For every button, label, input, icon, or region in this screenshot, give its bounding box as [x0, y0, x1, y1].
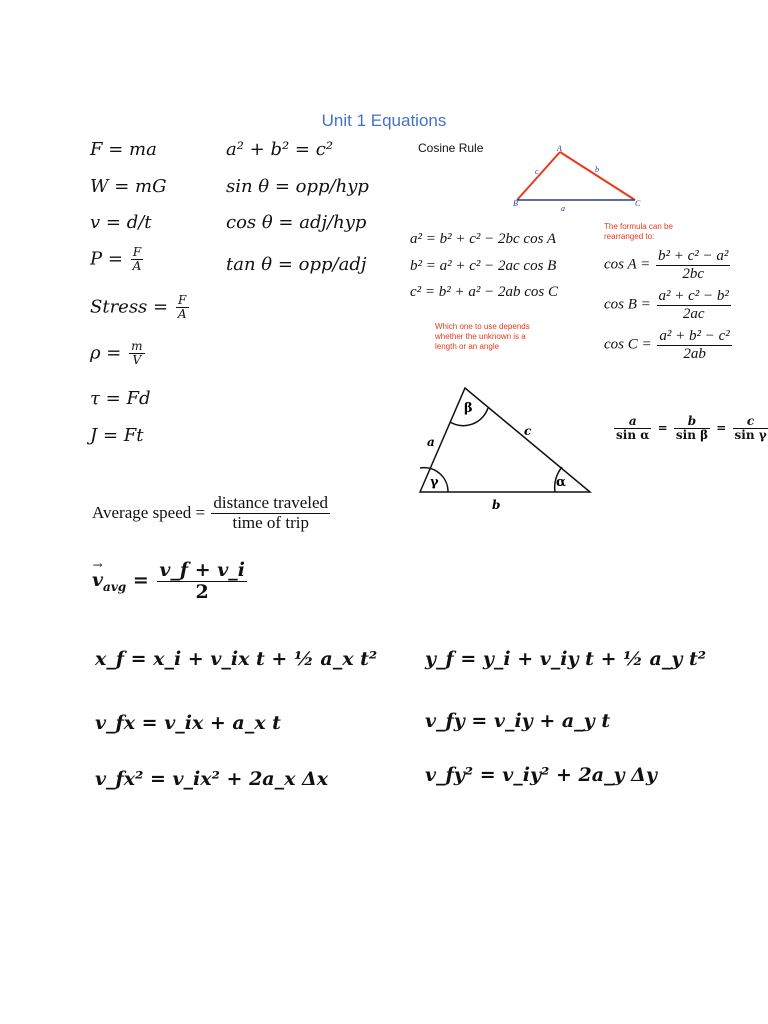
side-a-label: a: [427, 435, 435, 449]
page-title: Unit 1 Equations: [321, 111, 447, 130]
angle-gamma-label: γ: [430, 475, 439, 490]
vertex-a-label: A: [557, 144, 562, 153]
equation-stress: [90, 294, 191, 321]
cos-a-denominator: 2bc: [682, 265, 705, 282]
cosine-rule-eq2: b² = a² + c² − 2ac cos B: [410, 258, 557, 274]
average-speed-lhs: Average speed =: [92, 503, 206, 523]
rearranged-note: The formula can be rearranged to:: [604, 222, 673, 241]
side-c-label: c: [524, 424, 532, 438]
equation-density: [90, 340, 147, 367]
side-b-label: b: [595, 165, 599, 174]
sine-rule-num-3: c: [733, 415, 768, 429]
density-numerator: m: [131, 339, 143, 353]
equation-force: F = ma: [90, 139, 157, 160]
cos-a-numerator: b² + c² − a²: [658, 248, 729, 264]
average-speed-denominator: time of trip: [232, 512, 309, 532]
side-c-label: c: [535, 167, 539, 176]
side-b-label: b: [492, 498, 501, 512]
average-velocity-equation: → $v_{avg}$ = $\frac{v\_f + v\_i}{2}$: [92, 560, 249, 603]
y-position-equation: y_f = y_i + v_iy t + ½ a_y t²: [425, 648, 707, 670]
sine-rule-equals-1: =: [657, 421, 668, 436]
sine-rule-den-3: sin γ: [734, 428, 767, 443]
sine-rule-formula: [612, 415, 768, 442]
equation-weight: W = mG: [90, 176, 167, 197]
cos-b-numerator: a² + c² − b²: [658, 288, 729, 304]
sine-rule-equals-2: =: [716, 421, 727, 436]
equation-velocity: v = d/t: [90, 212, 152, 233]
v-avg-sub: avg: [103, 580, 127, 595]
cosine-rule-triangle: [505, 142, 655, 212]
density-lhs: ρ =: [90, 342, 122, 364]
equation-sine: sin θ = opp/hyp: [226, 176, 369, 197]
cos-b-lhs: cos B =: [604, 296, 651, 313]
cosine-rule-heading: Cosine Rule: [418, 141, 484, 155]
sine-rule-den-1: sin α: [616, 428, 650, 443]
angle-alpha-label: α: [556, 475, 567, 490]
vertex-b-label: B: [513, 199, 518, 208]
x-velocity-squared-equation: v_fx² = v_ix² + 2a_x Δx: [95, 768, 329, 790]
pressure-denominator: A: [132, 259, 142, 274]
cos-a-formula: [604, 248, 732, 282]
vertex-c-label: C: [635, 199, 641, 208]
x-position-equation: x_f = x_i + v_ix t + ½ a_x t²: [95, 648, 378, 670]
sine-rule-den-2: sin β: [675, 428, 709, 443]
stress-numerator: F: [176, 294, 189, 308]
v-avg-denominator: 2: [195, 580, 209, 603]
sine-rule-num-1: a: [614, 415, 651, 429]
stress-lhs: Stress =: [90, 296, 169, 318]
equation-cosine: cos θ = adj/hyp: [226, 212, 367, 233]
density-denominator: V: [132, 353, 142, 368]
cosine-rule-eq1: a² = b² + c² − 2bc cos A: [410, 231, 557, 247]
cos-c-numerator: a² + b² − c²: [659, 328, 730, 344]
equation-torque: τ = Fd: [90, 388, 151, 409]
sine-rule-num-2: b: [674, 415, 710, 429]
average-speed-equation: [92, 494, 332, 532]
v-avg-lhs: → v: [92, 569, 103, 591]
v-avg-numerator: v_f + v_i: [159, 559, 245, 581]
cos-c-formula: [604, 328, 734, 362]
cosine-rule-eq3: c² = b² + a² − 2ab cos C: [410, 284, 559, 300]
sine-rule-triangle: [410, 380, 600, 515]
side-a-label: a: [561, 204, 565, 212]
angle-beta-label: β: [464, 401, 473, 416]
which-one-note: Which one to use depends whether the unknown is a length or an angle: [435, 322, 530, 351]
equation-pythagoras: a² + b² = c²: [226, 139, 334, 160]
pressure-lhs: P =: [90, 248, 123, 270]
cos-c-lhs: cos C =: [604, 336, 652, 353]
stress-denominator: A: [177, 307, 187, 322]
average-speed-numerator: distance traveled: [213, 493, 329, 512]
pressure-numerator: F: [131, 246, 144, 260]
y-velocity-squared-equation: v_fy² = v_iy² + 2a_y Δy: [425, 764, 657, 786]
equation-impulse: J = Ft: [90, 425, 144, 446]
x-velocity-equation: v_fx = v_ix + a_x t: [95, 712, 281, 734]
y-velocity-equation: v_fy = v_iy + a_y t: [425, 710, 611, 732]
equation-pressure: [90, 246, 145, 273]
cos-a-lhs: cos A =: [604, 256, 651, 273]
cos-c-denominator: 2ab: [683, 345, 706, 362]
cos-b-denominator: 2ac: [682, 305, 705, 322]
cos-b-formula: [604, 288, 733, 322]
equation-tangent: tan θ = opp/adj: [226, 254, 367, 275]
